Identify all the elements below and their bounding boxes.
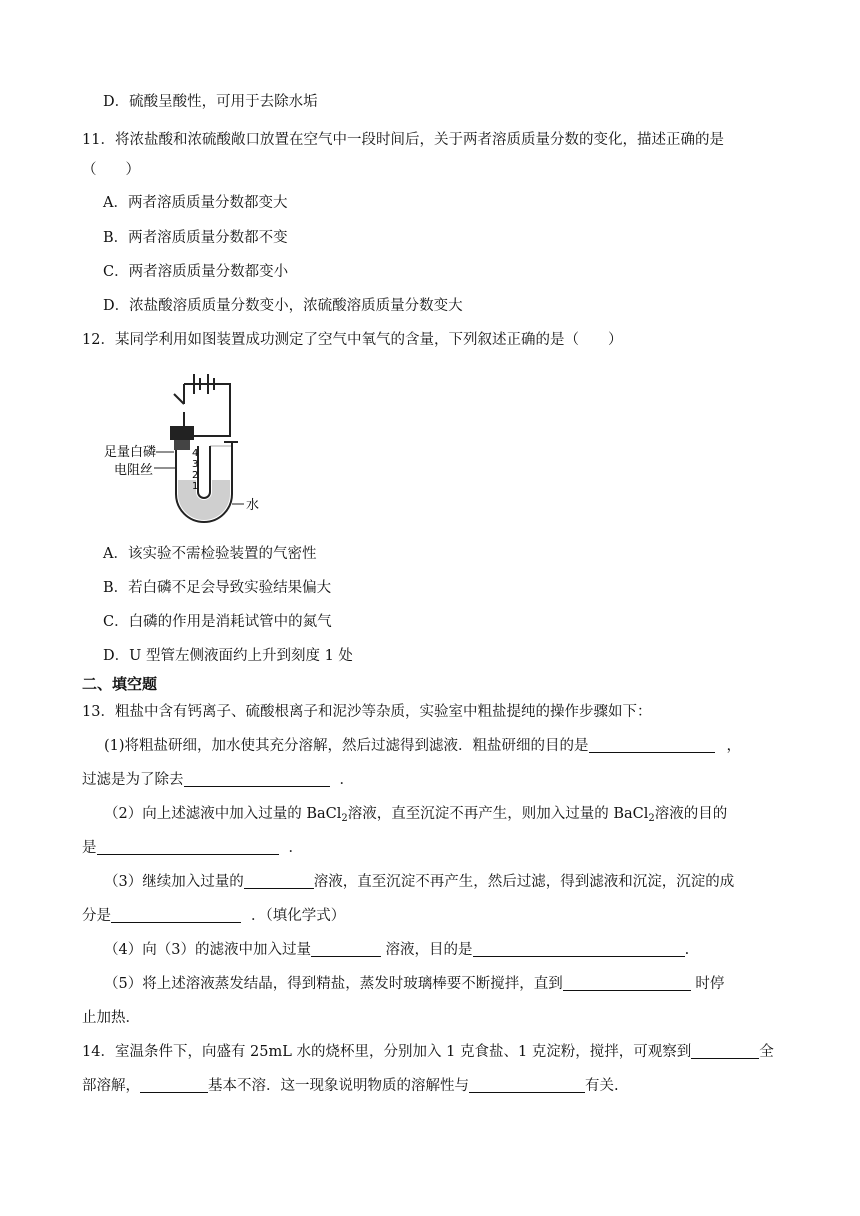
q12-option-a: A．该实验不需检验装置的气密性 [103,546,317,562]
q14-line2: 部溶解， 基本不溶．这一现象说明物质的溶解性与 有关. [82,1078,619,1094]
q11-option-a: A．两者溶质质量分数都变大 [103,195,288,211]
q10-option-d: D．硫酸呈酸性，可用于去除水垢 [103,94,318,110]
q11-answer-paren: （ ） [82,162,140,178]
q13-part2-line1: （2）向上述滤液中加入过量的 BaCl$_2$溶液，直至沉淀不再产生，则加入过量的 BaCl$_2$溶液的目的 [104,806,728,824]
q13-part4: （4）向（3）的滤液中加入过量 溶液，目的是 . [104,942,690,958]
q13-part1-line1: (1)将粗盐研细，加水使其充分溶解，然后过滤得到滤液．粗盐研细的目的是 ， [104,738,742,754]
answer-blank [311,941,381,957]
q13-part3-line1: （3）继续加入过量的 溶液，直至沉淀不再产生，然后过滤，得到滤液和沉淀，沉淀的成 [104,874,735,890]
resistance-wire [174,440,190,450]
stopper [170,426,194,440]
q12-option-d: D．U 型管左侧液面约上升到刻度 1 处 [103,648,353,664]
scale-2: 2 [192,470,199,481]
scale-4: 4 [192,448,199,459]
q12-option-b: B．若白磷不足会导致实验结果偏大 [103,580,332,596]
answer-blank [244,873,314,889]
q13-part3-line2: 分是 ．（填化学式） [82,908,346,924]
q12-option-c: C．白磷的作用是消耗试管中的氮气 [103,614,332,630]
answer-blank [691,1043,759,1059]
answer-blank [140,1077,208,1093]
answer-blank [473,941,685,957]
label-white-phosphorus: 足量白磷 [104,445,157,460]
q13-part1-line2: 过滤是为了除去 ． [82,772,354,788]
q13-stem: 13．粗盐中含有钙离子、硫酸根离子和泥沙等杂质，实验室中粗盐提纯的操作步骤如下： [82,704,652,720]
q13-part5-line2: 止加热． [82,1010,140,1026]
answer-blank [97,839,279,855]
label-water: 水 [246,498,260,513]
section-title-fill-in: 二、填空题 [82,675,158,693]
scale-3: 3 [192,459,199,470]
answer-blank [111,907,241,923]
label-resistance-wire: 电阻丝 [114,463,154,478]
q11-option-b: B．两者溶质质量分数都不变 [103,230,288,246]
q11-option-c: C．两者溶质质量分数都变小 [103,264,289,280]
q12-stem: 12．某同学利用如图装置成功测定了空气中氧气的含量，下列叙述正确的是（ ） [82,332,623,348]
q13-part5-line1: （5）将上述溶液蒸发结晶，得到精盐，蒸发时玻璃棒要不断搅拌，直到 时停 [104,976,725,992]
q11-stem: 11．将浓盐酸和浓硫酸敞口放置在空气中一段时间后，关于两者溶质质量分数的变化，描述正确的是 [82,132,724,148]
q14-line1: 14．室温条件下，向盛有 25mL 水的烧杯里，分别加入 1 克食盐、1 克淀粉，搅拌，可观察到 全 [82,1044,774,1060]
q11-option-d: D．浓盐酸溶质质量分数变小，浓硫酸溶质质量分数变大 [103,298,463,314]
q13-part2-line2: 是 ． [82,840,303,856]
answer-blank [184,771,330,787]
apparatus-diagram [104,364,274,524]
answer-blank [563,975,691,991]
answer-blank [469,1077,585,1093]
answer-blank [589,737,715,753]
scale-1: 1 [192,481,199,492]
